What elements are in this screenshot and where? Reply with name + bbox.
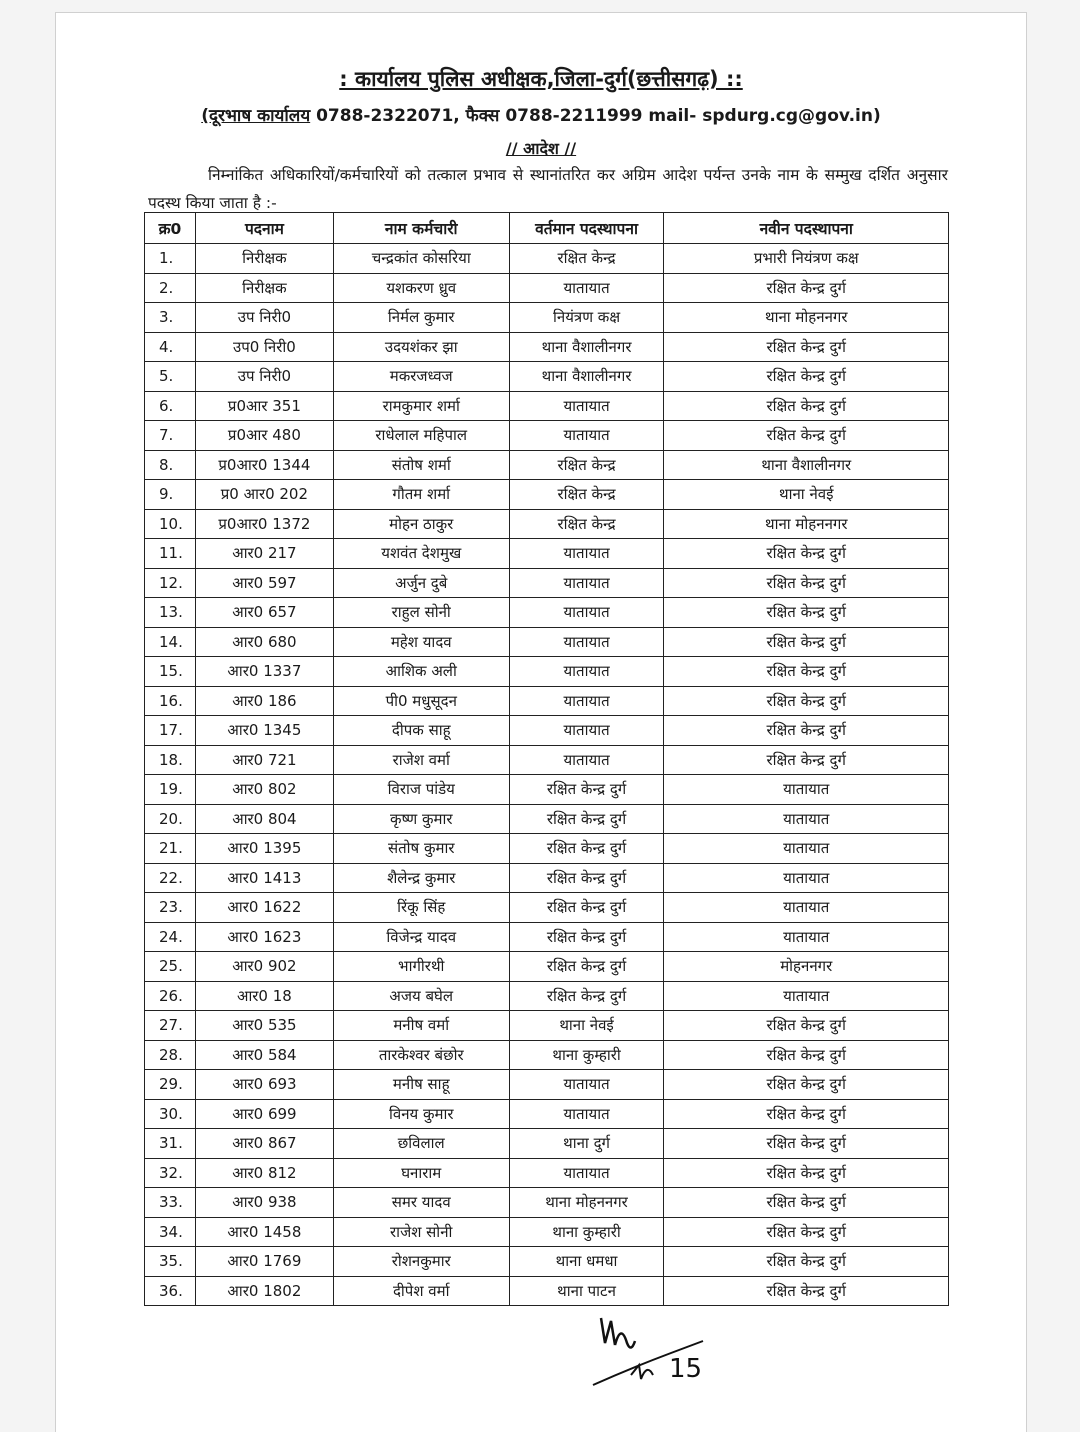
employee-name-cell: राजेश सोनी [333,1217,509,1247]
new-posting-cell: रक्षित केन्द्र दुर्ग [664,1247,949,1277]
current-posting-cell: थाना वैशालीनगर [509,332,664,362]
serial-cell: 22. [145,863,196,893]
table-row [145,509,949,539]
designation-cell: आर0 1345 [195,716,333,746]
table-header-row [145,213,949,244]
new-posting-cell: रक्षित केन्द्र दुर्ग [664,1188,949,1218]
current-posting-cell: रक्षित केन्द्र [509,480,664,510]
employee-name-cell: मकरजध्वज [333,362,509,392]
table-row [145,1099,949,1129]
serial-cell: 13. [145,598,196,628]
employee-name-cell: राजेश वर्मा [333,745,509,775]
designation-cell: आर0 1395 [195,834,333,864]
new-posting-cell: रक्षित केन्द्र दुर्ग [664,1217,949,1247]
table-row [145,598,949,628]
new-posting-cell: रक्षित केन्द्र दुर्ग [664,332,949,362]
table-row [145,1217,949,1247]
new-posting-cell: रक्षित केन्द्र दुर्ग [664,362,949,392]
serial-cell: 19. [145,775,196,805]
office-contact [56,103,1026,126]
current-posting-cell: यातायात [509,627,664,657]
serial-cell: 12. [145,568,196,598]
designation-cell: आर0 1802 [195,1276,333,1306]
serial-cell: 15. [145,657,196,687]
transfer-table [144,212,949,1306]
table-row [145,1011,949,1041]
current-posting-cell: नियंत्रण कक्ष [509,303,664,333]
designation-cell: आर0 1769 [195,1247,333,1277]
employee-name-cell: घनाराम [333,1158,509,1188]
designation-cell: आर0 18 [195,981,333,1011]
table-row [145,1040,949,1070]
new-posting-cell: थाना मोहननगर [664,303,949,333]
new-posting-cell: रक्षित केन्द्र दुर्ग [664,686,949,716]
new-posting-cell: रक्षित केन्द्र दुर्ग [664,627,949,657]
current-posting-cell: थाना धमधा [509,1247,664,1277]
serial-cell: 4. [145,332,196,362]
table-row [145,421,949,451]
employee-name-cell: दीपक साहू [333,716,509,746]
serial-cell: 10. [145,509,196,539]
current-posting-cell: थाना कुम्हारी [509,1217,664,1247]
current-posting-cell: रक्षित केन्द्र दुर्ग [509,981,664,1011]
employee-name-cell: संतोष कुमार [333,834,509,864]
current-posting-cell: यातायात [509,686,664,716]
table-row [145,657,949,687]
table-row [145,362,949,392]
employee-name-cell: कृष्ण कुमार [333,804,509,834]
current-posting-cell: यातायात [509,657,664,687]
new-posting-cell: यातायात [664,863,949,893]
new-posting-cell: रक्षित केन्द्र दुर्ग [664,657,949,687]
serial-cell: 24. [145,922,196,952]
current-posting-cell: थाना दुर्ग [509,1129,664,1159]
current-posting-cell: रक्षित केन्द्र [509,450,664,480]
designation-cell: आर0 1337 [195,657,333,687]
current-posting-cell: रक्षित केन्द्र [509,509,664,539]
employee-name-cell: अजय बघेल [333,981,509,1011]
new-posting-cell: रक्षित केन्द्र दुर्ग [664,391,949,421]
new-posting-cell: यातायात [664,893,949,923]
new-posting-cell: थाना नेवई [664,480,949,510]
designation-cell: आर0 693 [195,1070,333,1100]
table-row [145,332,949,362]
table-row [145,450,949,480]
designation-cell: आर0 217 [195,539,333,569]
contact-details: 0788-2322071, फैक्स 0788-2211999 mail- spdurg.cg@gov.in) [310,106,881,126]
employee-name-cell: तारकेश्वर बंछोर [333,1040,509,1070]
new-posting-cell: रक्षित केन्द्र दुर्ग [664,539,949,569]
designation-cell: उप निरी0 [195,303,333,333]
current-posting-cell: रक्षित केन्द्र दुर्ग [509,804,664,834]
serial-cell: 20. [145,804,196,834]
designation-cell: आर0 721 [195,745,333,775]
current-posting-cell: थाना वैशालीनगर [509,362,664,392]
current-posting-cell: यातायात [509,273,664,303]
current-posting-cell: यातायात [509,1099,664,1129]
table-row [145,244,949,274]
designation-cell: आर0 1622 [195,893,333,923]
current-posting-cell: रक्षित केन्द्र दुर्ग [509,893,664,923]
employee-name-cell: मोहन ठाकुर [333,509,509,539]
serial-cell: 5. [145,362,196,392]
current-posting-cell: रक्षित केन्द्र दुर्ग [509,952,664,982]
current-posting-cell: यातायात [509,421,664,451]
designation-cell: आर0 584 [195,1040,333,1070]
current-posting-cell: यातायात [509,1070,664,1100]
table-row [145,391,949,421]
header-employee-name: नाम कर्मचारी [333,213,509,244]
employee-name-cell: यशवंत देशमुख [333,539,509,569]
designation-cell: आर0 867 [195,1129,333,1159]
serial-cell: 28. [145,1040,196,1070]
table-row [145,568,949,598]
serial-cell: 21. [145,834,196,864]
table-row [145,745,949,775]
designation-cell: निरीक्षक [195,273,333,303]
new-posting-cell: रक्षित केन्द्र दुर्ग [664,1158,949,1188]
new-posting-cell: थाना मोहननगर [664,509,949,539]
table-row [145,804,949,834]
new-posting-cell: रक्षित केन्द्र दुर्ग [664,273,949,303]
table-row [145,775,949,805]
employee-name-cell: रोशनकुमार [333,1247,509,1277]
signature-text: 15 [669,1354,703,1384]
employee-name-cell: विजेन्द्र यादव [333,922,509,952]
serial-cell: 27. [145,1011,196,1041]
serial-cell: 23. [145,893,196,923]
header-new-posting: नवीन पदस्थापना [664,213,949,244]
phone-label: (दूरभाष कार्यालय [201,106,311,126]
current-posting-cell: थाना कुम्हारी [509,1040,664,1070]
employee-name-cell: रिंकू सिंह [333,893,509,923]
table-row [145,1188,949,1218]
serial-cell: 6. [145,391,196,421]
employee-name-cell: पी0 मधुसूदन [333,686,509,716]
table-row [145,1070,949,1100]
serial-cell: 17. [145,716,196,746]
current-posting-cell: यातायात [509,1158,664,1188]
designation-cell: उप0 निरी0 [195,332,333,362]
current-posting-cell: रक्षित केन्द्र दुर्ग [509,863,664,893]
new-posting-cell: रक्षित केन्द्र दुर्ग [664,745,949,775]
serial-cell: 26. [145,981,196,1011]
employee-name-cell: समर यादव [333,1188,509,1218]
employee-name-cell: विनय कुमार [333,1099,509,1129]
order-heading: // आदेश // [505,139,577,158]
employee-name-cell: दीपेश वर्मा [333,1276,509,1306]
table-body [145,244,949,1306]
designation-cell: आर0 1413 [195,863,333,893]
office-title: : कार्यालय पुलिस अधीक्षक,जिला-दुर्ग(छत्तीसगढ़) :: [339,67,743,91]
designation-cell: प्र0आर0 1372 [195,509,333,539]
current-posting-cell: यातायात [509,568,664,598]
current-posting-cell: यातायात [509,745,664,775]
serial-cell: 31. [145,1129,196,1159]
new-posting-cell: रक्षित केन्द्र दुर्ग [664,1011,949,1041]
serial-cell: 36. [145,1276,196,1306]
designation-cell: आर0 1623 [195,922,333,952]
document-page [55,12,1027,1432]
table-row [145,480,949,510]
employee-name-cell: छविलाल [333,1129,509,1159]
employee-name-cell: यशकरण ध्रुव [333,273,509,303]
current-posting-cell: रक्षित केन्द्र दुर्ग [509,922,664,952]
serial-cell: 11. [145,539,196,569]
designation-cell: उप निरी0 [195,362,333,392]
employee-name-cell: उदयशंकर झा [333,332,509,362]
new-posting-cell: रक्षित केन्द्र दुर्ग [664,1040,949,1070]
employee-name-cell: भागीरथी [333,952,509,982]
designation-cell: आर0 186 [195,686,333,716]
new-posting-cell: यातायात [664,922,949,952]
table-row [145,981,949,1011]
employee-name-cell: संतोष शर्मा [333,450,509,480]
serial-cell: 14. [145,627,196,657]
designation-cell: आर0 938 [195,1188,333,1218]
table-row [145,303,949,333]
designation-cell: आर0 680 [195,627,333,657]
table-row [145,922,949,952]
designation-cell: आर0 657 [195,598,333,628]
table-row [145,893,949,923]
table-row [145,952,949,982]
new-posting-cell: रक्षित केन्द्र दुर्ग [664,598,949,628]
employee-name-cell: गौतम शर्मा [333,480,509,510]
serial-cell: 3. [145,303,196,333]
new-posting-cell: रक्षित केन्द्र दुर्ग [664,1129,949,1159]
new-posting-cell: यातायात [664,775,949,805]
designation-cell: निरीक्षक [195,244,333,274]
handwritten-signature-icon [591,1313,711,1393]
new-posting-cell: मोहननगर [664,952,949,982]
designation-cell: आर0 804 [195,804,333,834]
new-posting-cell: यातायात [664,981,949,1011]
current-posting-cell: रक्षित केन्द्र दुर्ग [509,834,664,864]
designation-cell: प्र0आर0 1344 [195,450,333,480]
current-posting-cell: यातायात [509,539,664,569]
table-row [145,863,949,893]
table-row [145,1247,949,1277]
employee-name-cell: निर्मल कुमार [333,303,509,333]
serial-cell: 25. [145,952,196,982]
serial-cell: 18. [145,745,196,775]
designation-cell: आर0 699 [195,1099,333,1129]
current-posting-cell: रक्षित केन्द्र [509,244,664,274]
current-posting-cell: थाना नेवई [509,1011,664,1041]
table-row [145,834,949,864]
current-posting-cell: थाना पाटन [509,1276,664,1306]
current-posting-cell: थाना मोहननगर [509,1188,664,1218]
new-posting-cell: यातायात [664,804,949,834]
employee-name-cell: मनीष साहू [333,1070,509,1100]
employee-name-cell: चन्द्रकांत कोसरिया [333,244,509,274]
serial-cell: 9. [145,480,196,510]
serial-cell: 1. [145,244,196,274]
employee-name-cell: राधेलाल महिपाल [333,421,509,451]
designation-cell: आर0 802 [195,775,333,805]
designation-cell: प्र0 आर0 202 [195,480,333,510]
new-posting-cell: रक्षित केन्द्र दुर्ग [664,421,949,451]
table-row [145,627,949,657]
serial-cell: 29. [145,1070,196,1100]
current-posting-cell: यातायात [509,598,664,628]
table-row [145,1158,949,1188]
serial-cell: 8. [145,450,196,480]
designation-cell: प्र0आर 351 [195,391,333,421]
designation-cell: आर0 1458 [195,1217,333,1247]
employee-name-cell: विराज पांडेय [333,775,509,805]
new-posting-cell: रक्षित केन्द्र दुर्ग [664,1070,949,1100]
header-current-posting: वर्तमान पदस्थापना [509,213,664,244]
serial-cell: 7. [145,421,196,451]
serial-cell: 2. [145,273,196,303]
header-serial: क्र0 [145,213,196,244]
serial-cell: 32. [145,1158,196,1188]
serial-cell: 16. [145,686,196,716]
employee-name-cell: राहुल सोनी [333,598,509,628]
current-posting-cell: यातायात [509,391,664,421]
employee-name-cell: महेश यादव [333,627,509,657]
designation-cell: आर0 535 [195,1011,333,1041]
new-posting-cell: रक्षित केन्द्र दुर्ग [664,1099,949,1129]
new-posting-cell: यातायात [664,834,949,864]
new-posting-cell: रक्षित केन्द्र दुर्ग [664,1276,949,1306]
table-row [145,1276,949,1306]
new-posting-cell: प्रभारी नियंत्रण कक्ष [664,244,949,274]
table-row [145,539,949,569]
table-row [145,686,949,716]
employee-name-cell: अर्जुन दुबे [333,568,509,598]
current-posting-cell: यातायात [509,716,664,746]
designation-cell: प्र0आर 480 [195,421,333,451]
employee-name-cell: आशिक अली [333,657,509,687]
current-posting-cell: रक्षित केन्द्र दुर्ग [509,775,664,805]
serial-cell: 33. [145,1188,196,1218]
designation-cell: आर0 812 [195,1158,333,1188]
table-row [145,273,949,303]
table-row [145,716,949,746]
employee-name-cell: मनीष वर्मा [333,1011,509,1041]
table-row [145,1129,949,1159]
serial-cell: 30. [145,1099,196,1129]
employee-name-cell: शैलेन्द्र कुमार [333,863,509,893]
new-posting-cell: थाना वैशालीनगर [664,450,949,480]
serial-cell: 35. [145,1247,196,1277]
designation-cell: आर0 902 [195,952,333,982]
header-designation: पदनाम [195,213,333,244]
serial-cell: 34. [145,1217,196,1247]
designation-cell: आर0 597 [195,568,333,598]
new-posting-cell: रक्षित केन्द्र दुर्ग [664,568,949,598]
employee-name-cell: रामकुमार शर्मा [333,391,509,421]
order-intro: निम्नांकित अधिकारियों/कर्मचारियों को तत्काल प्रभाव से स्थानांतरित कर अग्रिम आदेश पर्यन्त उनके नाम के सम्मुख दर्शित अनुसार पदस्थ किया जाता है :- [148,166,948,212]
new-posting-cell: रक्षित केन्द्र दुर्ग [664,716,949,746]
